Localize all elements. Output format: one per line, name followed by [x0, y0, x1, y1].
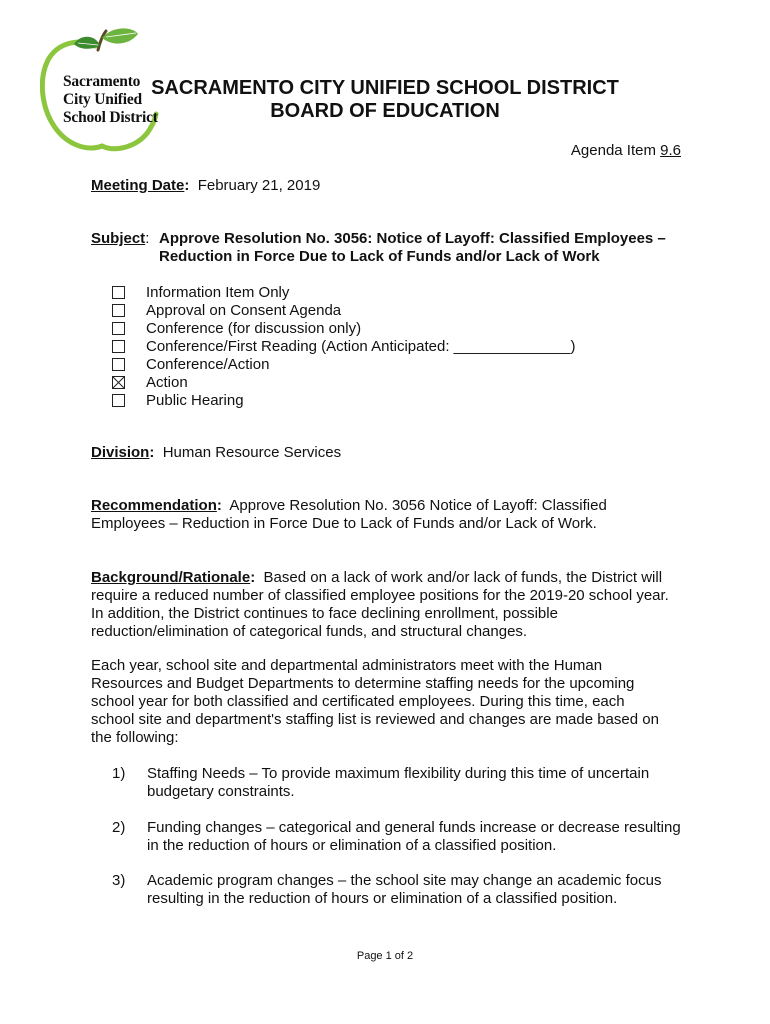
- list-line: Funding changes – categorical and general funds increase or decrease resulting: [147, 819, 681, 836]
- x-mark-icon: [113, 377, 124, 388]
- paragraph-line: Resources and Budget Departments to determine staffing needs for the upcoming: [91, 675, 635, 692]
- checklist-label: Conference/First Reading (Action Anticipated: ______________): [146, 337, 576, 355]
- meeting-date-value: February 21, 2019: [197, 177, 321, 194]
- checklist-label: Conference (for discussion only): [146, 319, 362, 337]
- checkbox[interactable]: [112, 286, 125, 299]
- checklist-label: Approval on Consent Agenda: [146, 301, 342, 319]
- recommendation: Recommendation: Approve Resolution No. 3056 Notice of Layoff: Classified Employees – Reduction in Force Due to Lack of Funds and/or Lack of Work.: [91, 497, 681, 533]
- checkbox[interactable]: [112, 394, 125, 407]
- checklist-row: [112, 283, 575, 301]
- checklist-label: Public Hearing: [146, 391, 244, 409]
- staffing-paragraph: [91, 657, 681, 747]
- checklist-row: [112, 355, 575, 373]
- checklist-label: Conference/Action: [146, 355, 270, 373]
- checklist-row: [112, 337, 575, 355]
- checkbox[interactable]: [112, 340, 125, 353]
- subject-line-2: Reduction in Force Due to Lack of Funds and/or Lack of Work: [159, 248, 600, 265]
- recommendation-line-1: Approve Resolution No. 3056 Notice of Layoff: Classified: [229, 497, 607, 514]
- checkbox[interactable]: [112, 304, 125, 317]
- subject-label: Subject: [91, 230, 146, 247]
- division-label: Division: [91, 444, 150, 461]
- background-label: Background/Rationale: [91, 569, 251, 586]
- list-item: [91, 872, 681, 908]
- agenda-type-checklist: [112, 283, 575, 409]
- paragraph-line: the following:: [91, 729, 179, 746]
- checklist-row: [112, 301, 575, 319]
- list-number: 1): [112, 765, 126, 782]
- meeting-date-label: Meeting Date: [91, 177, 185, 194]
- logo-text: [63, 73, 158, 127]
- recommendation-line-2: Employees – Reduction in Force Due to Lack of Funds and/or Lack of Work.: [91, 515, 597, 532]
- background-line: reduction/elimination of categorical funds, and structural changes.: [91, 623, 528, 640]
- list-line: Academic program changes – the school site may change an academic focus: [147, 872, 662, 889]
- list-item: [91, 819, 681, 855]
- checklist-row: [112, 391, 575, 409]
- background-rationale: Background/Rationale: Based on a lack of work and/or lack of funds, the District will require a reduced number of classified employee positions for the 2019-20 school year. In addition, the District continues to face declining enrollment, possible reduction/elimination of categorical funds, and structural changes.: [91, 569, 681, 641]
- meeting-date: Meeting Date: February 21, 2019: [91, 177, 321, 194]
- subject: Subject:: [91, 230, 150, 247]
- list-number: 2): [112, 819, 126, 836]
- logo-text-line: School District: [63, 109, 158, 126]
- checklist-row: [112, 373, 575, 391]
- background-line: In addition, the District continues to face declining enrollment, possible: [91, 605, 558, 622]
- board-title: BOARD OF EDUCATION: [270, 100, 500, 122]
- checkbox[interactable]: [112, 358, 125, 371]
- list-line: in the reduction of hours or elimination of a classified position.: [147, 837, 557, 854]
- agenda-item: [571, 142, 681, 159]
- division-value: Human Resource Services: [162, 444, 342, 461]
- logo-text-line: City Unified: [63, 91, 142, 108]
- paragraph-line: school site and department's staffing list is reviewed and changes are made based on: [91, 711, 659, 728]
- list-line: Staffing Needs – To provide maximum flexibility during this time of uncertain: [147, 765, 650, 782]
- recommendation-label: Recommendation: [91, 497, 217, 514]
- background-line: require a reduced number of classified employee positions for the 2019-20 school year.: [91, 587, 669, 604]
- checklist-label: Information Item Only: [146, 283, 290, 301]
- paragraph-line: school year for both classified and certificated employees. During this time, each: [91, 693, 625, 710]
- background-line: Based on a lack of work and/or lack of funds, the District will: [263, 569, 663, 586]
- division: Division: Human Resource Services: [91, 444, 342, 461]
- agenda-number: 9.6: [660, 142, 681, 159]
- paragraph-line: Each year, school site and departmental administrators meet with the Human: [91, 657, 603, 674]
- checkbox[interactable]: [112, 322, 125, 335]
- checked-checkbox[interactable]: [112, 376, 125, 389]
- district-title: SACRAMENTO CITY UNIFIED SCHOOL DISTRICT: [151, 77, 619, 99]
- logo-text-line: Sacramento: [63, 73, 141, 90]
- list-line: budgetary constraints.: [147, 783, 295, 800]
- page-number: Page 1 of 2: [356, 950, 414, 962]
- subject-line-1: Approve Resolution No. 3056: Notice of Layoff: Classified Employees –: [159, 230, 666, 247]
- list-item: [91, 765, 681, 801]
- list-number: 3): [112, 872, 126, 889]
- checklist-label: Action: [146, 373, 188, 391]
- list-line: resulting in the reduction of hours or elimination of a classified position.: [147, 890, 618, 907]
- agenda-label: Agenda Item: [570, 142, 661, 159]
- checklist-row: [112, 319, 575, 337]
